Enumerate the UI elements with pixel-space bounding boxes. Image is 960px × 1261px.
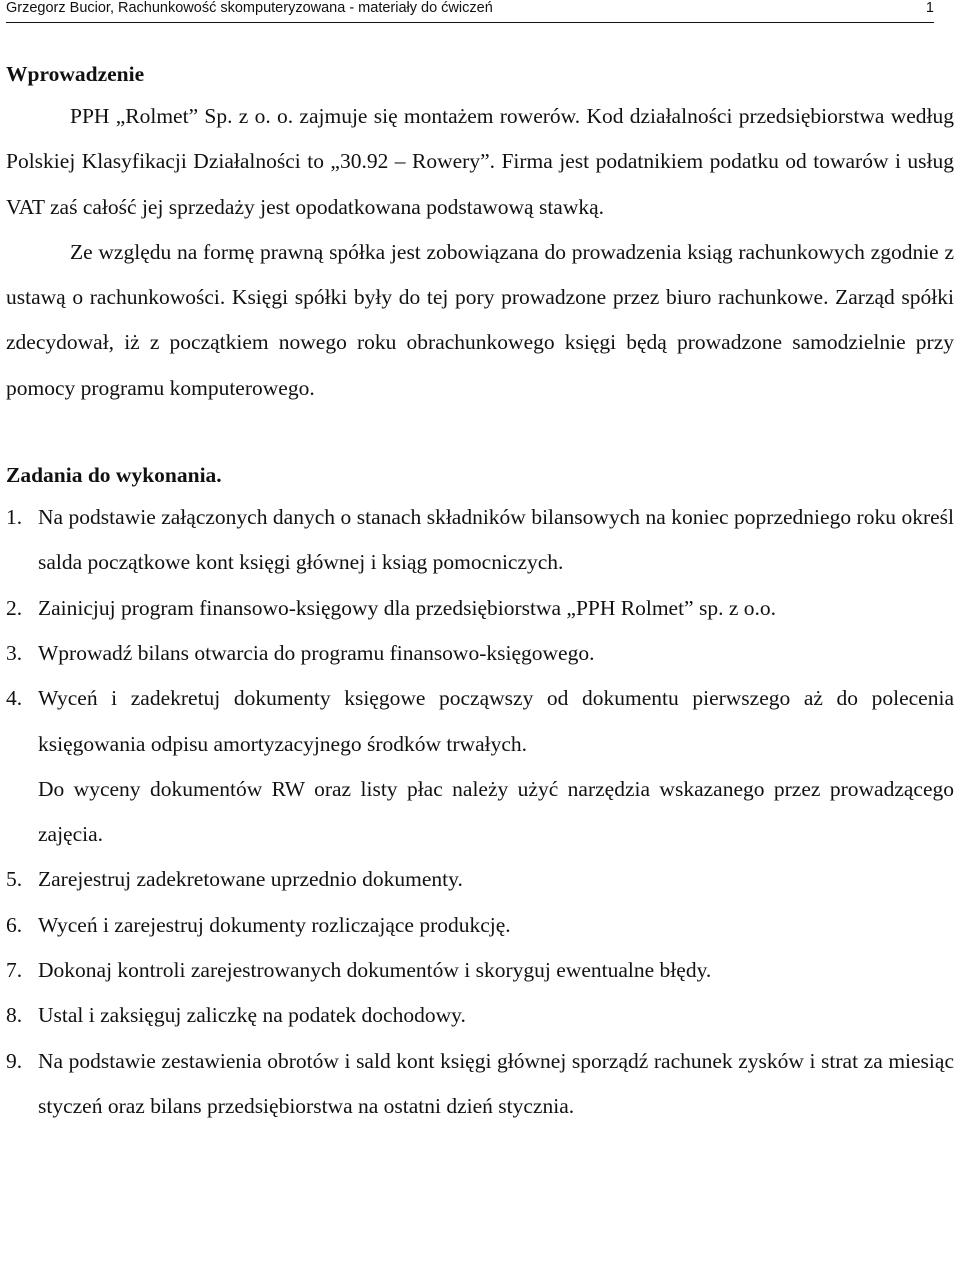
task-item: 2. Zainicjuj program finansowo-księgowy dla przedsiębiorstwa „PPH Rolmet” sp. z o.o. [6,595,777,620]
page-number: 1 [925,0,934,16]
task-item: 8. Ustal i zaksięguj zaliczkę na podatek dochodowy. [6,1003,466,1028]
intro-paragraph-2: Ze względu na formę prawną spółka jest zobowiązana do prowadzenia ksiąg rachunkowych zgodnie z ustawą o rachunkowości. Księgi spółki były do tej pory prowadzone przez biuro rachunkowe. Zarząd spółki zdecydował, iż z początkiem nowego roku obrachunkowego księgi będą prowadzone samodzielnie przy pomocy programu komputerowego. [6,239,954,400]
section-spacer [6,411,954,455]
page-header [6,0,934,23]
task-item: 6. Wyceń i zarejestruj dokumenty rozliczające produkcję. [6,912,511,937]
section-heading-tasks: Zadania do wykonania. [6,463,222,488]
document-body [6,54,954,1129]
task-item: 4. Wyceń i zadekretuj dokumenty księgowe począwszy od dokumentu pierwszego aż do polecenia księgowania odpisu amortyzacyjnego środków trwałych. Do wyceny dokumentów RW oraz listy płac należy użyć narzędzia wskazanego przez prowadzącego zajęcia. [6,676,954,857]
task-item: 3. Wprowadź bilans otwarcia do programu finansowo-księgowego. [6,640,595,665]
task-item: 1. Na podstawie załączonych danych o stanach składników bilansowych na koniec poprzedniego roku określ salda początkowe kont księgi głównej i ksiąg pomocniczych. [6,505,954,575]
intro-paragraph-1: PPH „Rolmet” Sp. z o. o. zajmuje się montażem rowerów. Kod działalności przedsiębiorstwa według Polskiej Klasyfikacji Działalności to „30.92 – Rowery”. Firma jest podatnikiem podatku od towarów i usług VAT zaś całość jej sprzedaży jest opodatkowana podstawową stawką. [6,104,954,219]
task-item: 5. Zarejestruj zadekretowane uprzednio dokumenty. [6,867,463,892]
header-title: Grzegorz Bucior, Rachunkowość skomputeryzowana - materiały do ćwiczeń [6,0,493,16]
task-note: Do wyceny dokumentów RW oraz listy płac należy użyć narzędzia wskazanego przez prowadzącego zajęcia. [38,776,954,847]
task-list [6,495,954,1129]
section-heading-intro: Wprowadzenie [6,62,145,86]
task-item: 9. Na podstawie zestawienia obrotów i sald kont księgi głównej sporządź rachunek zysków i strat za miesiąc styczeń oraz bilans przedsiębiorstwa na ostatni dzień stycznia. [6,1048,954,1118]
task-item: 7. Dokonaj kontroli zarejestrowanych dokumentów i skoryguj ewentualne błędy. [6,958,712,983]
